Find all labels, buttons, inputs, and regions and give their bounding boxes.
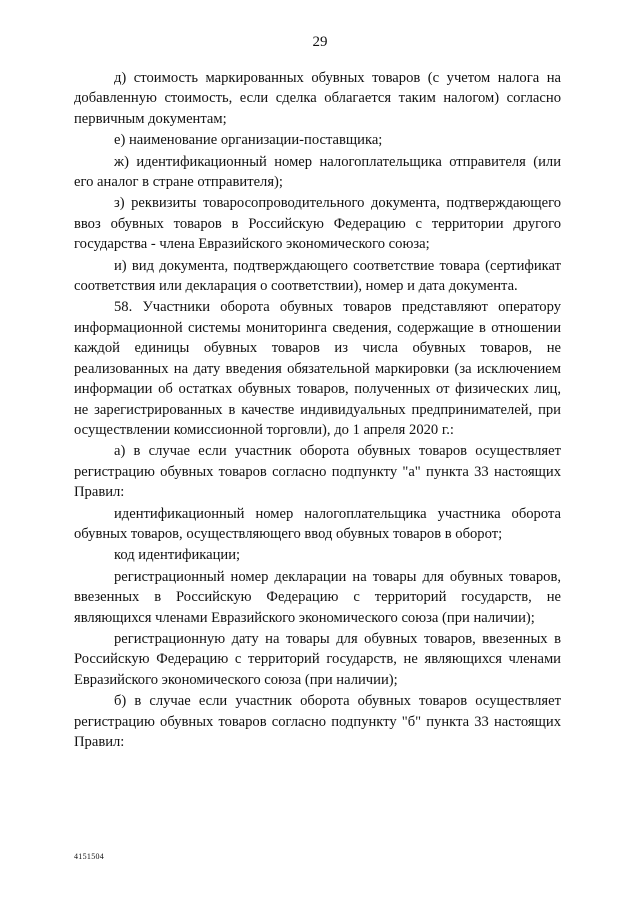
page-number: 29 — [312, 34, 328, 50]
paragraph-item-e: е) наименование организации-поставщика; — [114, 132, 383, 149]
paragraph-item-i: и) вид документа, подтверждающего соответствие товара (сертификат соответствия или декларация о соответствии), номер и дата документа. — [74, 257, 561, 295]
paragraph-registration-date: регистрационную дату на товары для обувных товаров, ввезенных в Российскую Федерацию с территорий государств, не являющихся членами Евразийского экономического союза (при наличии); — [74, 630, 561, 688]
paragraph-item-z: з) реквизиты товаросопроводительного документа, подтверждающего ввоз обувных товаров в Российскую Федерацию с территории другого государства - члена Евразийского экономического союза; — [74, 195, 561, 253]
paragraph-clause-58: 58. Участники оборота обувных товаров представляют оператору информационной системы мониторинга сведения, содержащие в отношении каждой единицы обувных товаров из числа обувных товаров, не реализованных на дату введения обязательной маркировки (за исключением информации об остатках обувных товаров, полученных от физических лиц, не зарегистрированных в качестве индивидуальных предпринимателей, при осуществлении комиссионной торговли), до 1 апреля 2020 г.: — [74, 299, 561, 438]
document-code: 4151504 — [74, 852, 105, 861]
paragraph-subclause-a: а) в случае если участник оборота обувных товаров осуществляет регистрацию обувных товаров согласно подпункту "а" пункта 33 настоящих Правил: — [74, 443, 561, 501]
paragraph-taxpayer-id: идентификационный номер налогоплательщика участника оборота обувных товаров, осуществляющего ввод обувных товаров в оборот; — [74, 505, 561, 542]
paragraph-declaration-number: регистрационный номер декларации на товары для обувных товаров, ввезенных в Российскую Федерацию с территорий государств, не являющихся членами Евразийского экономического союза (при наличии); — [74, 568, 561, 626]
paragraph-subclause-b: б) в случае если участник оборота обувных товаров осуществляет регистрацию обувных товаров согласно подпункту "б" пункта 33 настоящих Правил: — [74, 693, 561, 750]
paragraph-item-zh: ж) идентификационный номер налогоплательщика отправителя (или его аналог в стране отправителя); — [74, 153, 561, 191]
document-body — [74, 68, 561, 753]
paragraph-item-d: д) стоимость маркированных обувных товаров (с учетом налога на добавленную стоимость, если сделка облагается таким налогом) согласно первичным документам; — [74, 70, 561, 127]
paragraph-identification-code: код идентификации; — [114, 547, 241, 564]
